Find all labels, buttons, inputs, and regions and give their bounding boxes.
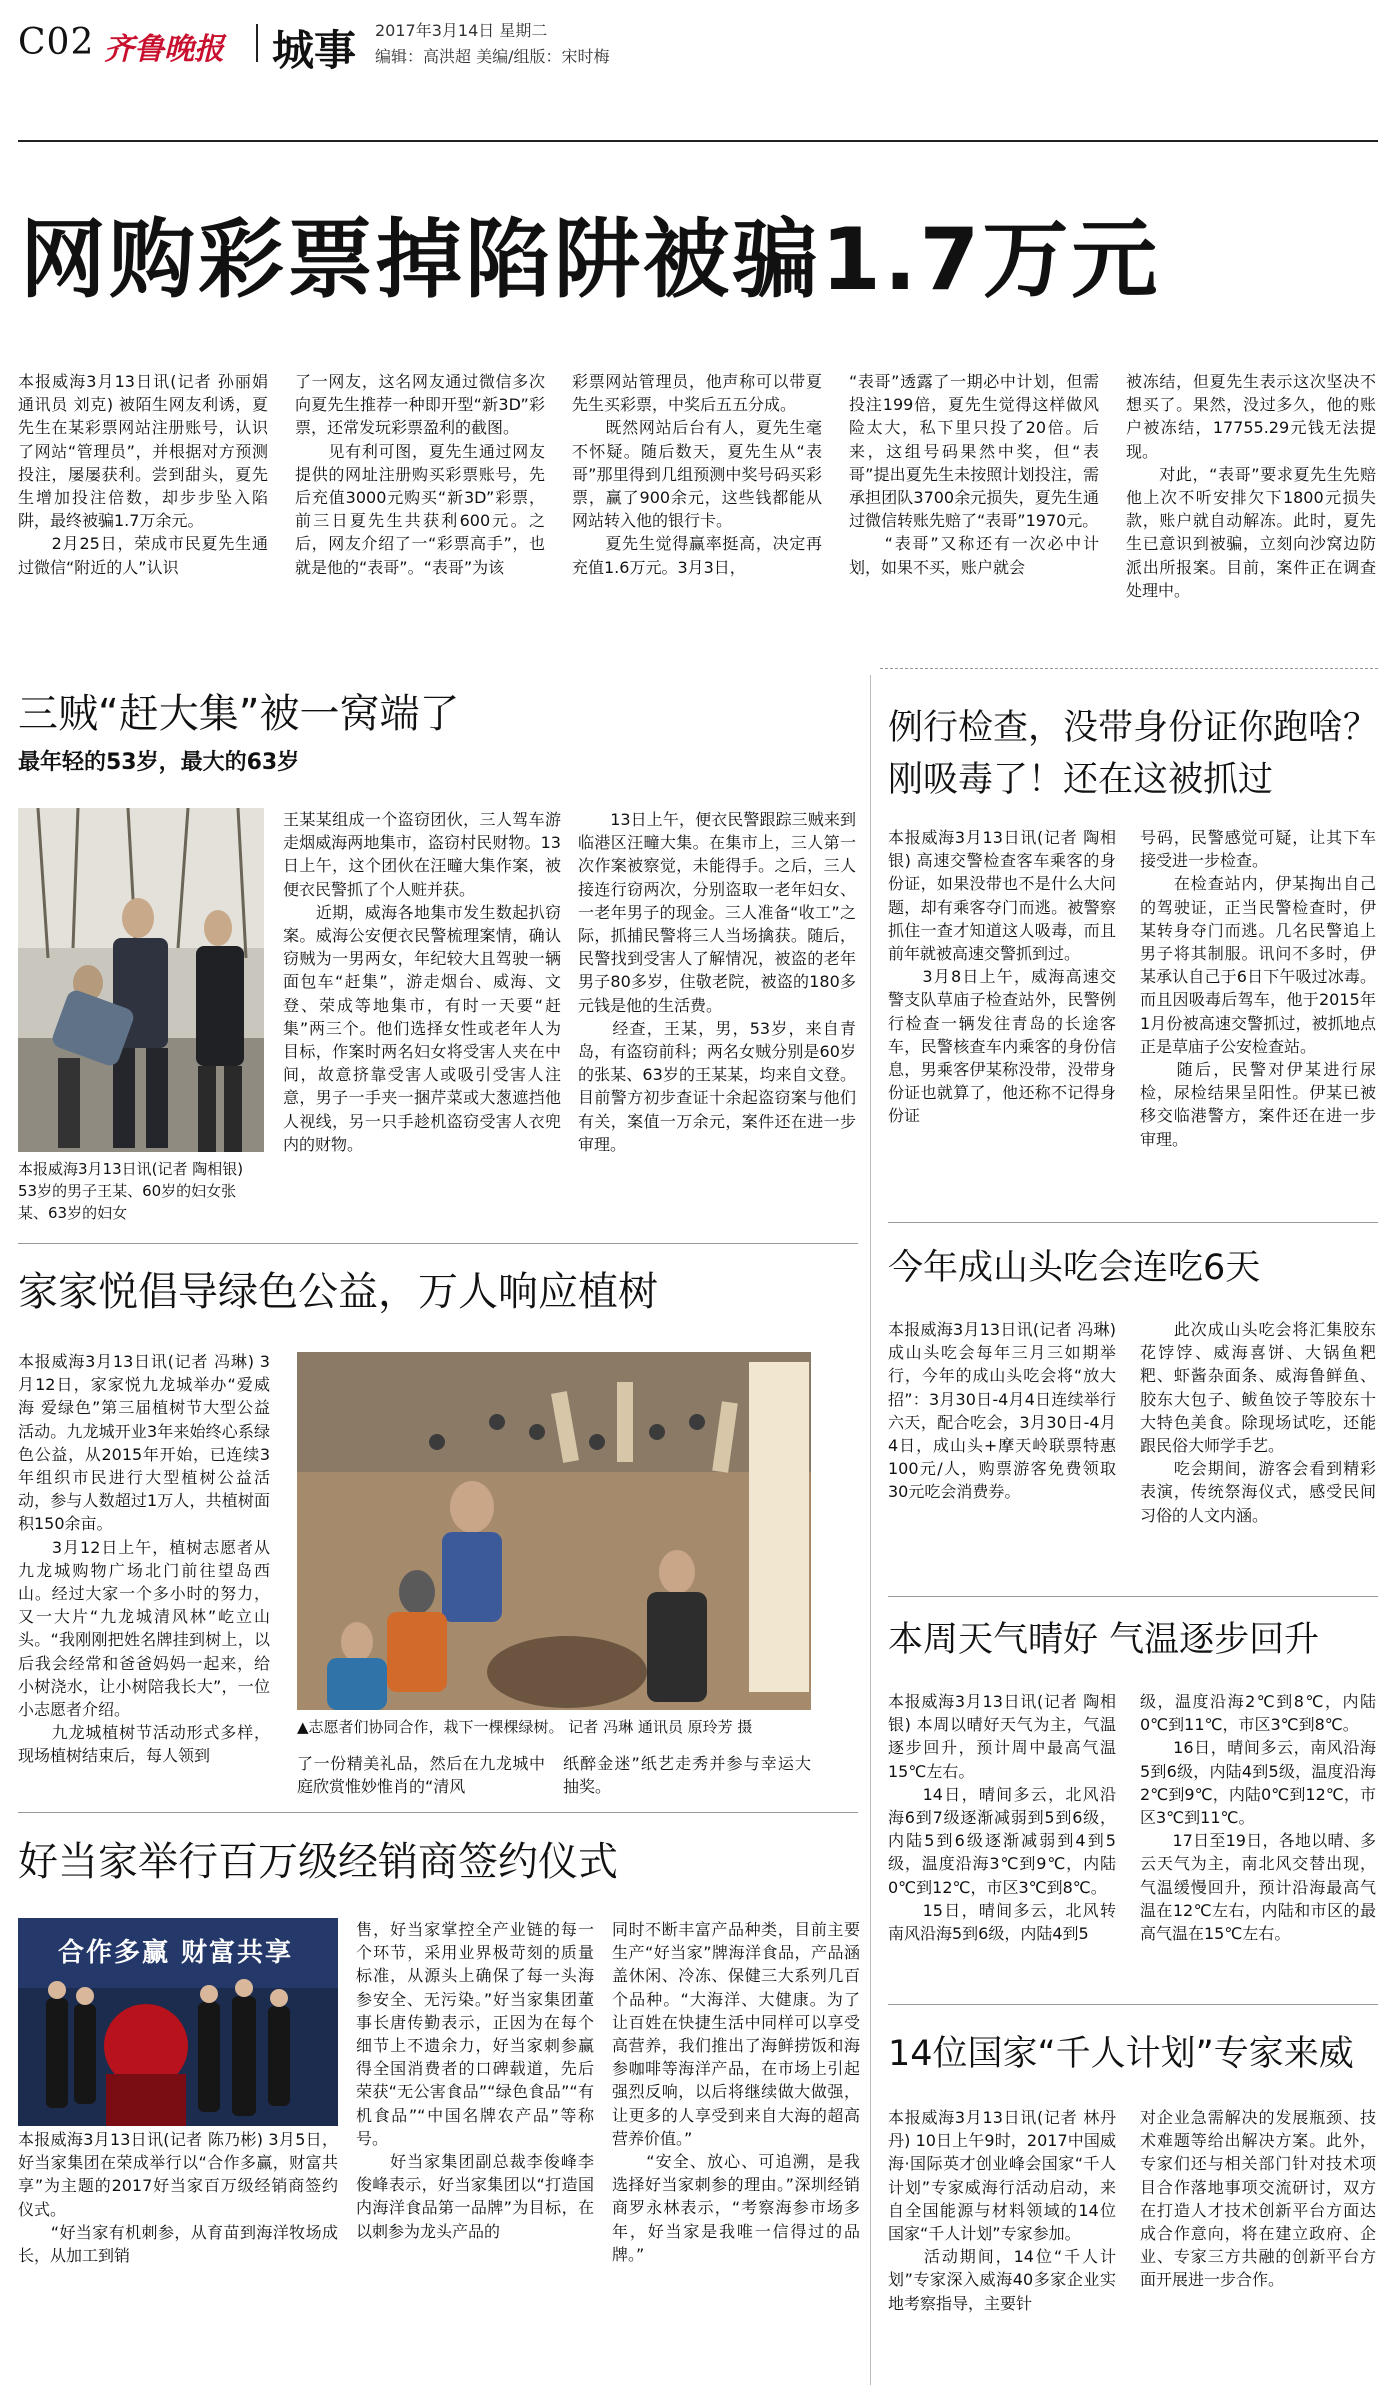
header-rule bbox=[18, 140, 1378, 142]
thieves-headline: 三贼“赶大集”被一窝端了 bbox=[18, 691, 460, 737]
lead-col-2: 了一网友，这名网友通过微信多次向夏先生推荐一种即开型“新3D”彩票，还常发玩彩票盈利的截图。 见有利可图，夏先生通过网友提供的网址注册购买彩票账号，先后充值3000元购买“新3D”彩票，前三日夏先生共获利600元。之后，网友介绍了一“彩票高手”，也就是他的“表哥”。“表哥”为该 bbox=[295, 372, 545, 577]
thieves-subhead: 最年轻的53岁，最大的63岁 bbox=[18, 750, 300, 775]
weather-col-1: 本报威海3月13日讯(记者 陶相银) 本周以晴好天气为主，气温逐步回升，预计周中最高气温15℃左右。 14日，晴间多云，北风沿海6到7级逐渐减弱到5到6级，内陆5到6级逐渐减弱到4到5级，温度沿海3℃到9℃，内陆0℃到12℃，市区3℃到8℃。 15日，晴间多云，北风转南风沿海5到6级，内陆4到5 bbox=[888, 1692, 1116, 1944]
lead-headline: 网购彩票掉陷阱被骗1.7万元 bbox=[20, 210, 1161, 310]
green-under-col-1: 了一份精美礼品，然后在九龙城中庭欣赏惟妙惟肖的“清风 bbox=[297, 1754, 545, 1797]
signing-ceremony-photo bbox=[18, 1918, 338, 2126]
weather-headline: 本周天气晴好 气温逐步回升 bbox=[888, 1620, 1320, 1660]
green-headline: 家家悦倡导绿色公益，万人响应植树 bbox=[18, 1269, 658, 1315]
lead-col-4: “表哥”透露了一期必中计划，但需投注199倍，夏先生觉得这样做风险太大，私下里只投了20倍。后来，这组号码果然中奖，但“表哥”提出夏先生未按照计划投注，需承担团队3700余元损失，夏先生通过微信转账先赔了“表哥”1970元。 “表哥”又称还有一次必中计划，如果不买，账户就会 bbox=[849, 372, 1099, 577]
arrest-photo bbox=[18, 808, 264, 1152]
issue-date: 2017年3月14日 星期二 bbox=[375, 21, 548, 40]
editor-credits: 编辑：高洪超 美编/组版：宋时梅 bbox=[375, 47, 610, 66]
header-divider bbox=[256, 24, 258, 62]
chengshan-col-2: 此次成山头吃会将汇集胶东花饽饽、威海喜饼、大锅鱼粑粑、虾酱杂面条、威海鲁鲜鱼、胶东大包子、鲅鱼饺子等胶东十大特色美食。除现场试吃，还能跟民俗大师学手艺。 吃会期间，游客会看到精彩表演，传统祭海仪式，感受民间习俗的人文内涵。 bbox=[1140, 1320, 1376, 1525]
page-number: C02 bbox=[18, 22, 95, 63]
lead-col-5: 被冻结，但夏先生表示这次坚决不想买了。果然，没过多久，他的账户被冻结，17755.29元钱无法提现。 对此，“表哥”要求夏先生先赔他上次不听安排欠下1800元损失款，账户就自动解冻。此时，夏先生已意识到被骗，立刻向沙窝边防派出所报案。目前，案件正在调查处理中。 bbox=[1126, 372, 1376, 600]
idcheck-headline-1: 例行检查，没带身份证你跑啥？ bbox=[888, 708, 1379, 748]
green-under-col-2: 纸醉金迷”纸艺走秀并参与幸运大抽奖。 bbox=[563, 1754, 811, 1797]
lead-col-1: 本报威海3月13日讯(记者 孙丽娟 通讯员 刘克) 被陌生网友利诱，夏先生在某彩票网站注册账号，认识了网站“管理员”，并根据对方预测投注，屡屡获利。尝到甜头，夏先生增加投注倍数，却步步坠入陷阱，最终被骗1.7万余元。 2月25日，荣成市民夏先生通过微信“附近的人”认识 bbox=[18, 372, 268, 577]
thieves-col-1: 王某某组成一个盗窃团伙，三人驾车游走烟威海两地集市，盗窃村民财物。13日上午，这个团伙在汪疃大集作案，被便衣民警抓了个人赃并获。 近期，威海各地集市发生数起扒窃案。威海公安便衣民警梳理案情，确认窃贼为一男两女，年纪较大且驾驶一辆面包车“赶集”，游走烟台、威海、文登、荣成等地集市，有时一天要“赶集”两三个。他们选择女性或老年人为目标，作案时两名妇女将受害人夹在中间，故意挤靠受害人或吸引受害人注意，男子一手夹一捆芹菜或大葱遮挡他人视线，另一只手趁机盗窃受害人衣兜内的财物。 bbox=[283, 810, 561, 1154]
thieves-col-2: 13日上午，便衣民警跟踪三贼来到临港区汪疃大集。在集市上，三人第一次作案被察觉，未能得手。之后，三人接连行窃两次，分别盗取一老年妇女、一老年男子的现金。三人准备“收工”之际，抓捕民警将三人当场擒获。随后，民警找到受害人了解情况，被盗的老年男子80多岁，住敬老院，被盗的180多元钱是他的生活费。 经查，王某，男，53岁，来自青岛，有盗窃前科；两名女贼分别是60岁的张某、63岁的王某某，均来自文登。目前警方初步查证十余起盗窃案与他们有关，案值一万余元，案件还在进一步审理。 bbox=[578, 810, 856, 1154]
idcheck-col-2: 号码，民警感觉可疑，让其下车接受进一步检查。 在检查站内，伊某掏出自己的驾驶证，正当民警检查时，伊某转身夺门而逃。几名民警追上男子将其制服。讯问不多时，伊某承认自己于6日下午吸过冰毒。而且因吸毒后驾车，他于2015年1月份被高速交警抓过，被抓地点正是草庙子公安检查站。 随后，民警对伊某进行尿检，尿检结果呈阳性。伊某已被移交临港警方，案件还在进一步审理。 bbox=[1140, 828, 1376, 1149]
photo-banner-text: 合作多赢 财富共享 bbox=[58, 1938, 294, 1968]
idcheck-col-1: 本报威海3月13日讯(记者 陶相银) 高速交警检查客车乘客的身份证，如果没带也不是什么大问题，却有乘客夺门而逃。被警察抓住一查才知道这人吸毒，而且前年就被高速交警抓到过。 3月8日上午，威海高速交警支队草庙子检查站外，民警例行检查一辆发往青岛的长途客车，民警核查车内乘客的身份信息，男乘客伊某称没带，没带身份证也就算了，他还称不记得身份证 bbox=[888, 828, 1116, 1126]
dealer-col-1: 本报威海3月13日讯(记者 陈乃彬) 3月5日，好当家集团在荣成举行以“合作多赢，财富共享”为主题的2017好当家百万级经销商签约仪式。 “好当家有机刺参，从育苗到海洋牧场成长，从加工到销 bbox=[18, 2130, 338, 2266]
experts-col-2: 对企业急需解决的发展瓶颈、技术难题等给出解决方案。此外，专家们还与相关部门针对技术项目合作落地事项交流研讨，双方在打造人才技术创新平台方面达成合作意向，将在建立政府、企业、专家三方共融的创新平台方面开展进一步合作。 bbox=[1140, 2108, 1376, 2290]
green-col: 本报威海3月13日讯(记者 冯琳) 3月12日，家家悦九龙城举办“爱威海 爱绿色”第三届植树节大型公益活动。九龙城开业3年来始终心系绿色公益，从2015年开始，已连续3年组织市民进行大型植树公益活动，参与人数超过1万人，共植树面积150余亩。 3月12日上午，植树志愿者从九龙城购物广场北门前往望岛西山。经过大家一个多小时的努力，又一大片“九龙城清风林”屹立山头。“我刚刚把姓名牌挂到树上，以后我会经常和爸爸妈妈一起来，给小树浇水，让小树陪我长大”，一位小志愿者介绍。 九龙城植树节活动形式多样，现场植树结束后，每人领到 bbox=[18, 1352, 270, 1766]
chengshan-headline: 今年成山头吃会连吃6天 bbox=[888, 1248, 1261, 1288]
experts-col-1: 本报威海3月13日讯(记者 林丹丹) 10日上午9时，2017中国威海·国际英才创业峰会国家“千人计划”专家威海行活动启动，来自全国能源与材料领域的14位国家“千人计划”专家参加。 活动期间，14位“千人计划”专家深入威海40多家企业实地考察指导，主要针 bbox=[888, 2108, 1116, 2313]
lead-col-3: 彩票网站管理员，他声称可以带夏先生买彩票，中奖后五五分成。 既然网站后台有人，夏先生毫不怀疑。随后数天，夏先生从“表哥”那里得到几组预测中奖号码买彩票，赢了900余元，这些钱都能从网站转入他的银行卡。 夏先生觉得赢率挺高，决定再充值1.6万元。3月3日， bbox=[572, 372, 822, 577]
dealer-col-3: 同时不断丰富产品种类，目前主要生产“好当家”牌海洋食品，产品涵盖休闲、冷冻、保健三大系列几百个品种。“大海洋、大健康。为了让百姓在快捷生活中同样可以享受高营养，我们推出了海鲜捞饭和海参咖啡等海洋产品，在市场上引起强烈反响，以后将继续做大做强，让更多的人享受到来自大海的超高营养价值。” “安全、放心、可追溯，是我选择好当家刺参的理由。”深圳经销商罗永林表示，“考察海参市场多年，好当家是我唯一信得过的品牌。” bbox=[612, 1920, 860, 2264]
divider-1 bbox=[18, 1243, 858, 1244]
divider-r1 bbox=[888, 1222, 1378, 1223]
divider-2 bbox=[18, 1812, 858, 1813]
section-divider bbox=[880, 668, 1378, 669]
section-title: 城事 bbox=[272, 26, 357, 75]
newspaper-logo: 齐鲁晚报 bbox=[104, 32, 224, 67]
chengshan-col-1: 本报威海3月13日讯(记者 冯琳) 成山头吃会每年三月三如期举行，今年的成山头吃会将“放大招”：3月30日-4月4日连续举行六天，配合吃会，3月30日-4月4日，成山头+摩天岭联票特惠100元/人，购票游客免费领取30元吃会消费券。 bbox=[888, 1320, 1116, 1502]
idcheck-headline-2: 刚吸毒了！还在这被抓过 bbox=[888, 760, 1274, 800]
dealer-col-2: 售，好当家掌控全产业链的每一个环节，采用业界极苛刻的质量标准，从源头上确保了每一头海参安全、无污染。”好当家集团董事长唐传勤表示，正因为在每个细节上不遗余力，好当家刺参赢得全国消费者的口碑载道，先后荣获“无公害食品”“绿色食品”“有机食品”“中国名牌农产品”等称号。 好当家集团副总裁李俊峰李俊峰表示，好当家集团以“打造国内海洋食品第一品牌”为目标，在以刺参为龙头产品的 bbox=[356, 1920, 594, 2241]
weather-col-2: 级，温度沿海2℃到8℃，内陆0℃到11℃，市区3℃到8℃。 16日，晴间多云，南风沿海5到6级，内陆4到5级，温度沿海2℃到9℃，内陆0℃到12℃，市区3℃到11℃。 17日至19日，各地以晴、多云天气为主，南北风交替出现，气温缓慢回升，预计沿海最高气温在12℃左右，内陆和市区的最高气温在15℃左右。 bbox=[1140, 1692, 1376, 1944]
thieves-caption: 本报威海3月13日讯(记者 陶相银) 53岁的男子王某、60岁的妇女张某、63岁的妇女 bbox=[18, 1160, 244, 1222]
green-photo-caption: ▲志愿者们协同合作，栽下一棵棵绿树。 记者 冯琳 通讯员 原玲芳 摄 bbox=[297, 1718, 753, 1736]
experts-headline: 14位国家“千人计划”专家来威 bbox=[888, 2034, 1354, 2074]
dealer-headline: 好当家举行百万级经销商签约仪式 bbox=[18, 1839, 618, 1885]
tree-planting-photo bbox=[297, 1352, 811, 1710]
divider-r2 bbox=[888, 1596, 1378, 1597]
column-divider bbox=[870, 675, 871, 2385]
divider-r3 bbox=[888, 2004, 1378, 2005]
